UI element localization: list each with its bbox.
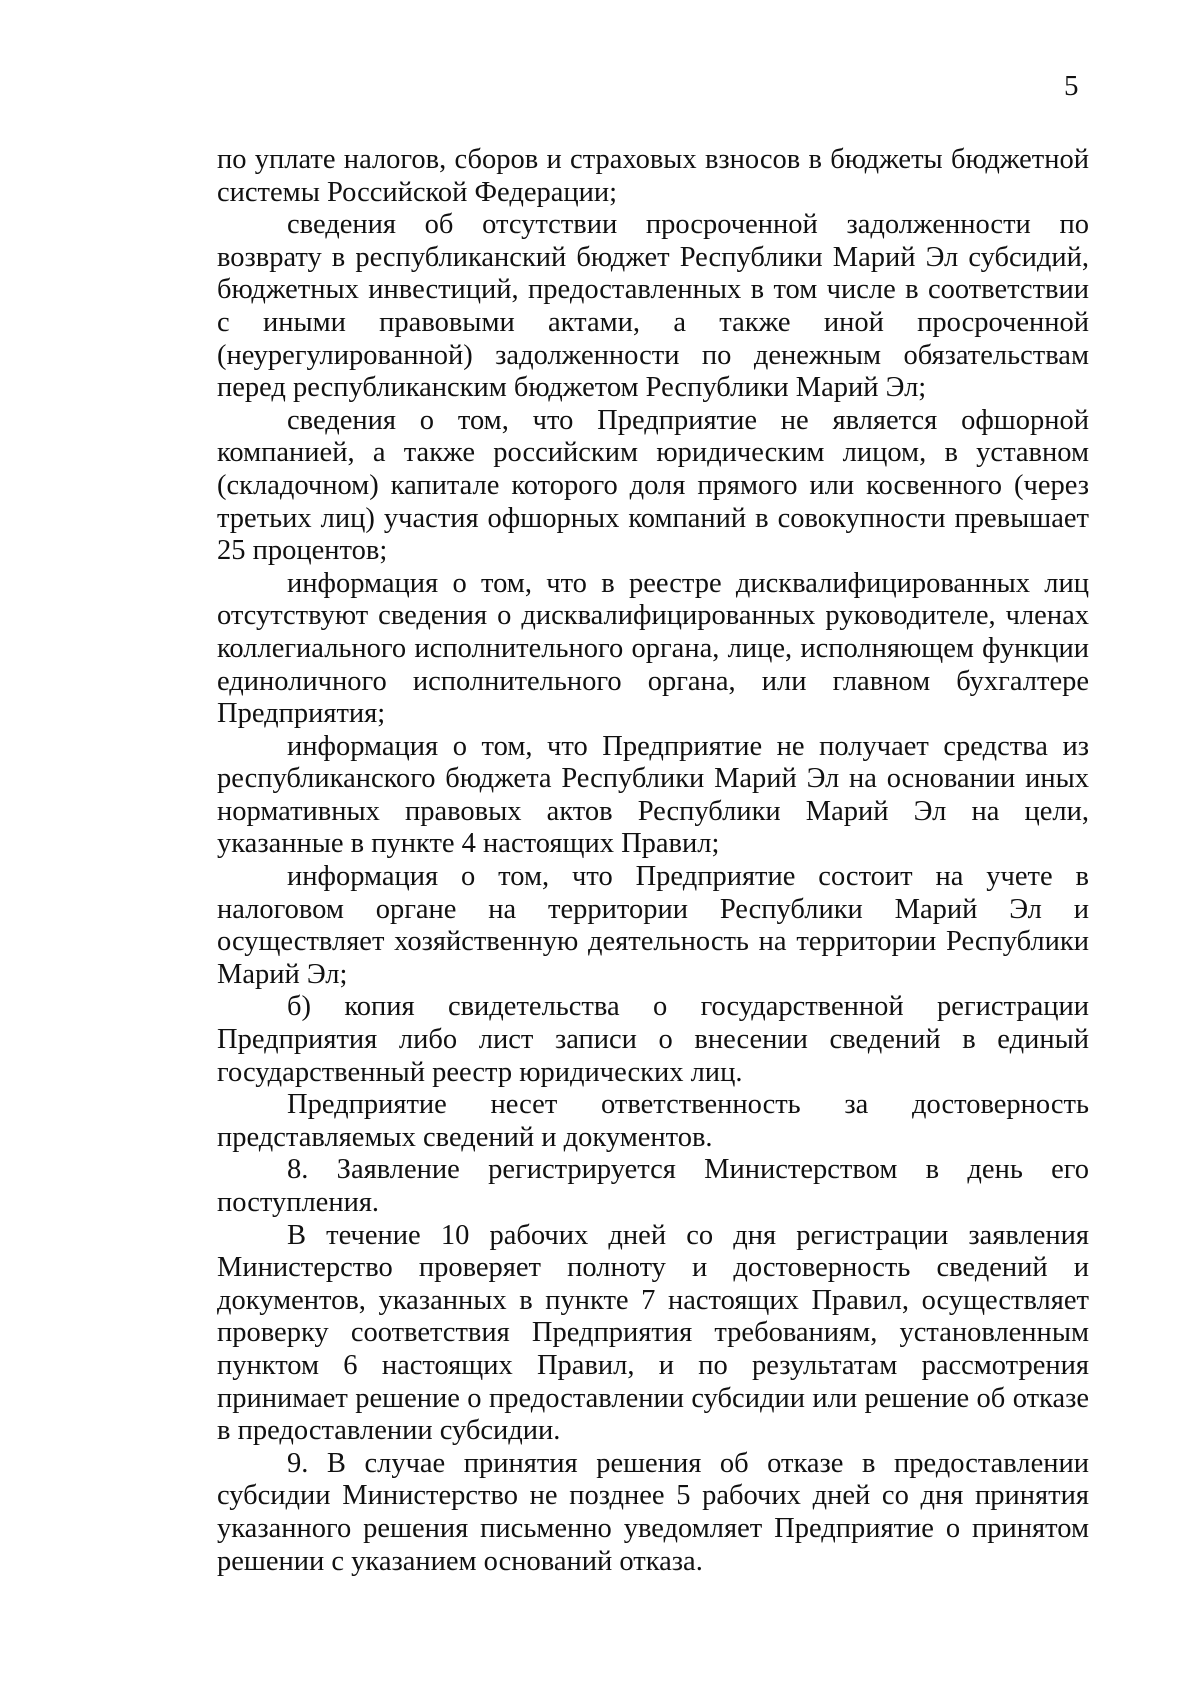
paragraph-no-overdue-debt: сведения об отсутствии просроченной задолженности по возврату в республиканский бюджет Республики Марий Эл субсидий, бюджетных инвестиций, предоставленных в том числе в соответствии с иными правовыми актами, а также иной просроченной (неурегулированной) задолженности по денежным обязательствам перед республиканским бюджетом Республики Марий Эл; [217,209,1089,404]
paragraph-registration-certificate: б) копия свидетельства о государственной регистрации Предприятия либо лист записи о внесении сведений в единый государственный реестр юридических лиц. [217,991,1089,1088]
document-body [217,144,1089,1578]
paragraph-not-offshore: сведения о том, что Предприятие не является офшорной компанией, а также российским юридическим лицом, в уставном (складочном) капитале которого доля прямого или косвенного (через третьих лиц) участия офшорных компаний в совокупности превышает 25 процентов; [217,404,1089,567]
paragraph-disqualified-persons: информация о том, что в реестре дисквалифицированных лиц отсутствуют сведения о дисквалифицированных руководителе, членах коллегиального исполнительного органа, лице, исполняющем функции единоличного исполнительного органа, или главном бухгалтере Предприятия; [217,567,1089,730]
paragraph-responsibility: Предприятие несет ответственность за достоверность представляемых сведений и документов. [217,1089,1089,1153]
page-number: 5 [1064,70,1079,102]
paragraph-tax-registration: информация о том, что Предприятие состоит на учете в налоговом органе на территории Республики Марий Эл и осуществляет хозяйственную деятельность на территории Республики Марий Эл; [217,861,1089,990]
paragraph-no-other-funds: информация о том, что Предприятие не получает средства из республиканского бюджета Республики Марий Эл на основании иных нормативных правовых актов Республики Марий Эл на цели, указанные в пункте 4 настоящих Правил; [217,730,1089,860]
paragraph-item-9: 9. В случае принятия решения об отказе в предоставлении субсидии Министерство не позднее 5 рабочих дней со дня принятия указанного решения письменно уведомляет Предприятие о принятом решении с указанием оснований отказа. [217,1447,1089,1577]
paragraph-taxes-continuation: по уплате налогов, сборов и страховых взносов в бюджеты бюджетной системы Российской Федерации; [217,144,1089,208]
paragraph-review-period: В течение 10 рабочих дней со дня регистрации заявления Министерство проверяет полноту и достоверность сведений и документов, указанных в пункте 7 настоящих Правил, осуществляет проверку соответствия Предприятия требованиям, установленным пунктом 6 настоящих Правил, и по результатам рассмотрения принимает решение о предоставлении субсидии или решение об отказе в предоставлении субсидии. [217,1219,1089,1447]
paragraph-item-8: 8. Заявление регистрируется Министерством в день его поступления. [217,1154,1089,1218]
